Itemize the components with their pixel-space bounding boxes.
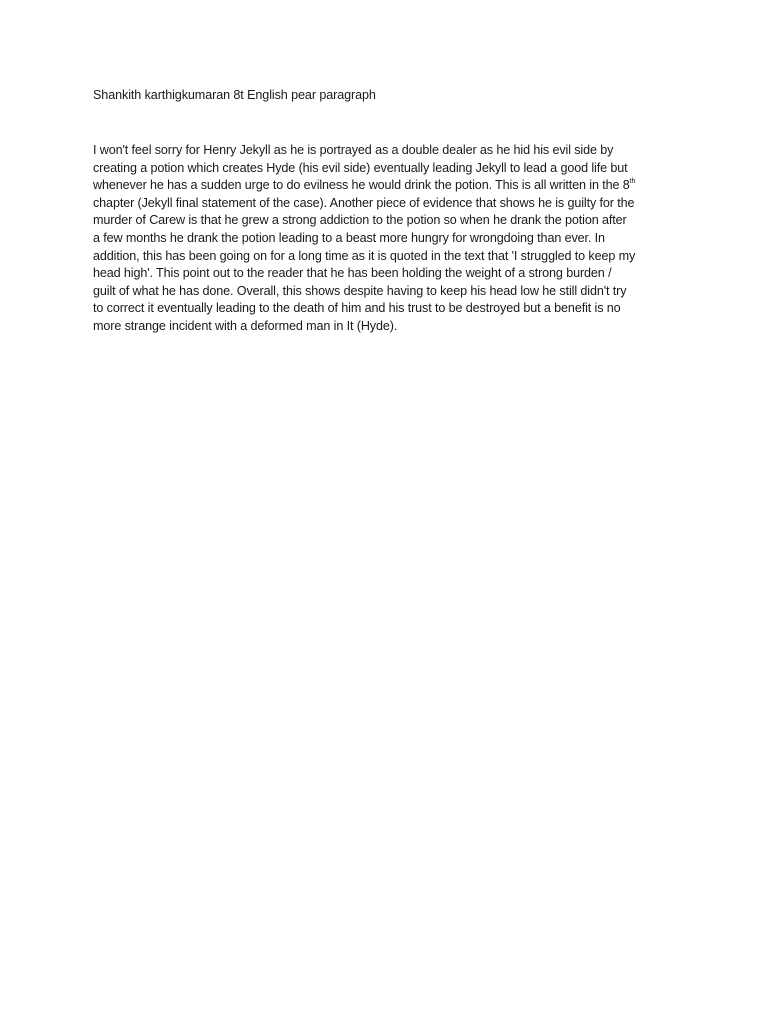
paragraph-line: to correct it eventually leading to the death of him and his trust to be destroyed but a benefit is no (93, 301, 621, 316)
paragraph-line: murder of Carew is that he grew a strong addiction to the potion so when he drank the potion after (93, 213, 627, 228)
paragraph-line: more strange incident with a deformed man in It (Hyde). (93, 318, 398, 333)
paragraph-line: I won't feel sorry for Henry Jekyll as he is portrayed as a double dealer as he hid his evil side by (93, 143, 614, 157)
paragraph-line: head high'. This point out to the reader that he has been holding the weight of a strong burden / (93, 266, 612, 281)
document-title: Shankith karthigkumaran 8t English pear paragraph (93, 88, 376, 102)
paragraph-line: a few months he drank the potion leading to a beast more hungry for wrongdoing than ever. In (93, 230, 605, 245)
paragraph-line: creating a potion which creates Hyde (his evil side) eventually leading Jekyll to lead a good life but (93, 160, 628, 175)
document-paragraph (93, 142, 681, 336)
ordinal-superscript: th (629, 178, 636, 186)
paragraph-line: guilt of what he has done. Overall, this shows despite having to keep his head low he still didn't try (93, 283, 627, 298)
paragraph-line: whenever he has a sudden urge to do evilness he would drink the potion. This is all written in the 8th (93, 178, 636, 193)
paragraph-line: chapter (Jekyll final statement of the case). Another piece of evidence that shows he is guilty for the (93, 195, 635, 210)
paragraph-line: addition, this has been going on for a long time as it is quoted in the text that 'I struggled to keep my (93, 248, 636, 263)
